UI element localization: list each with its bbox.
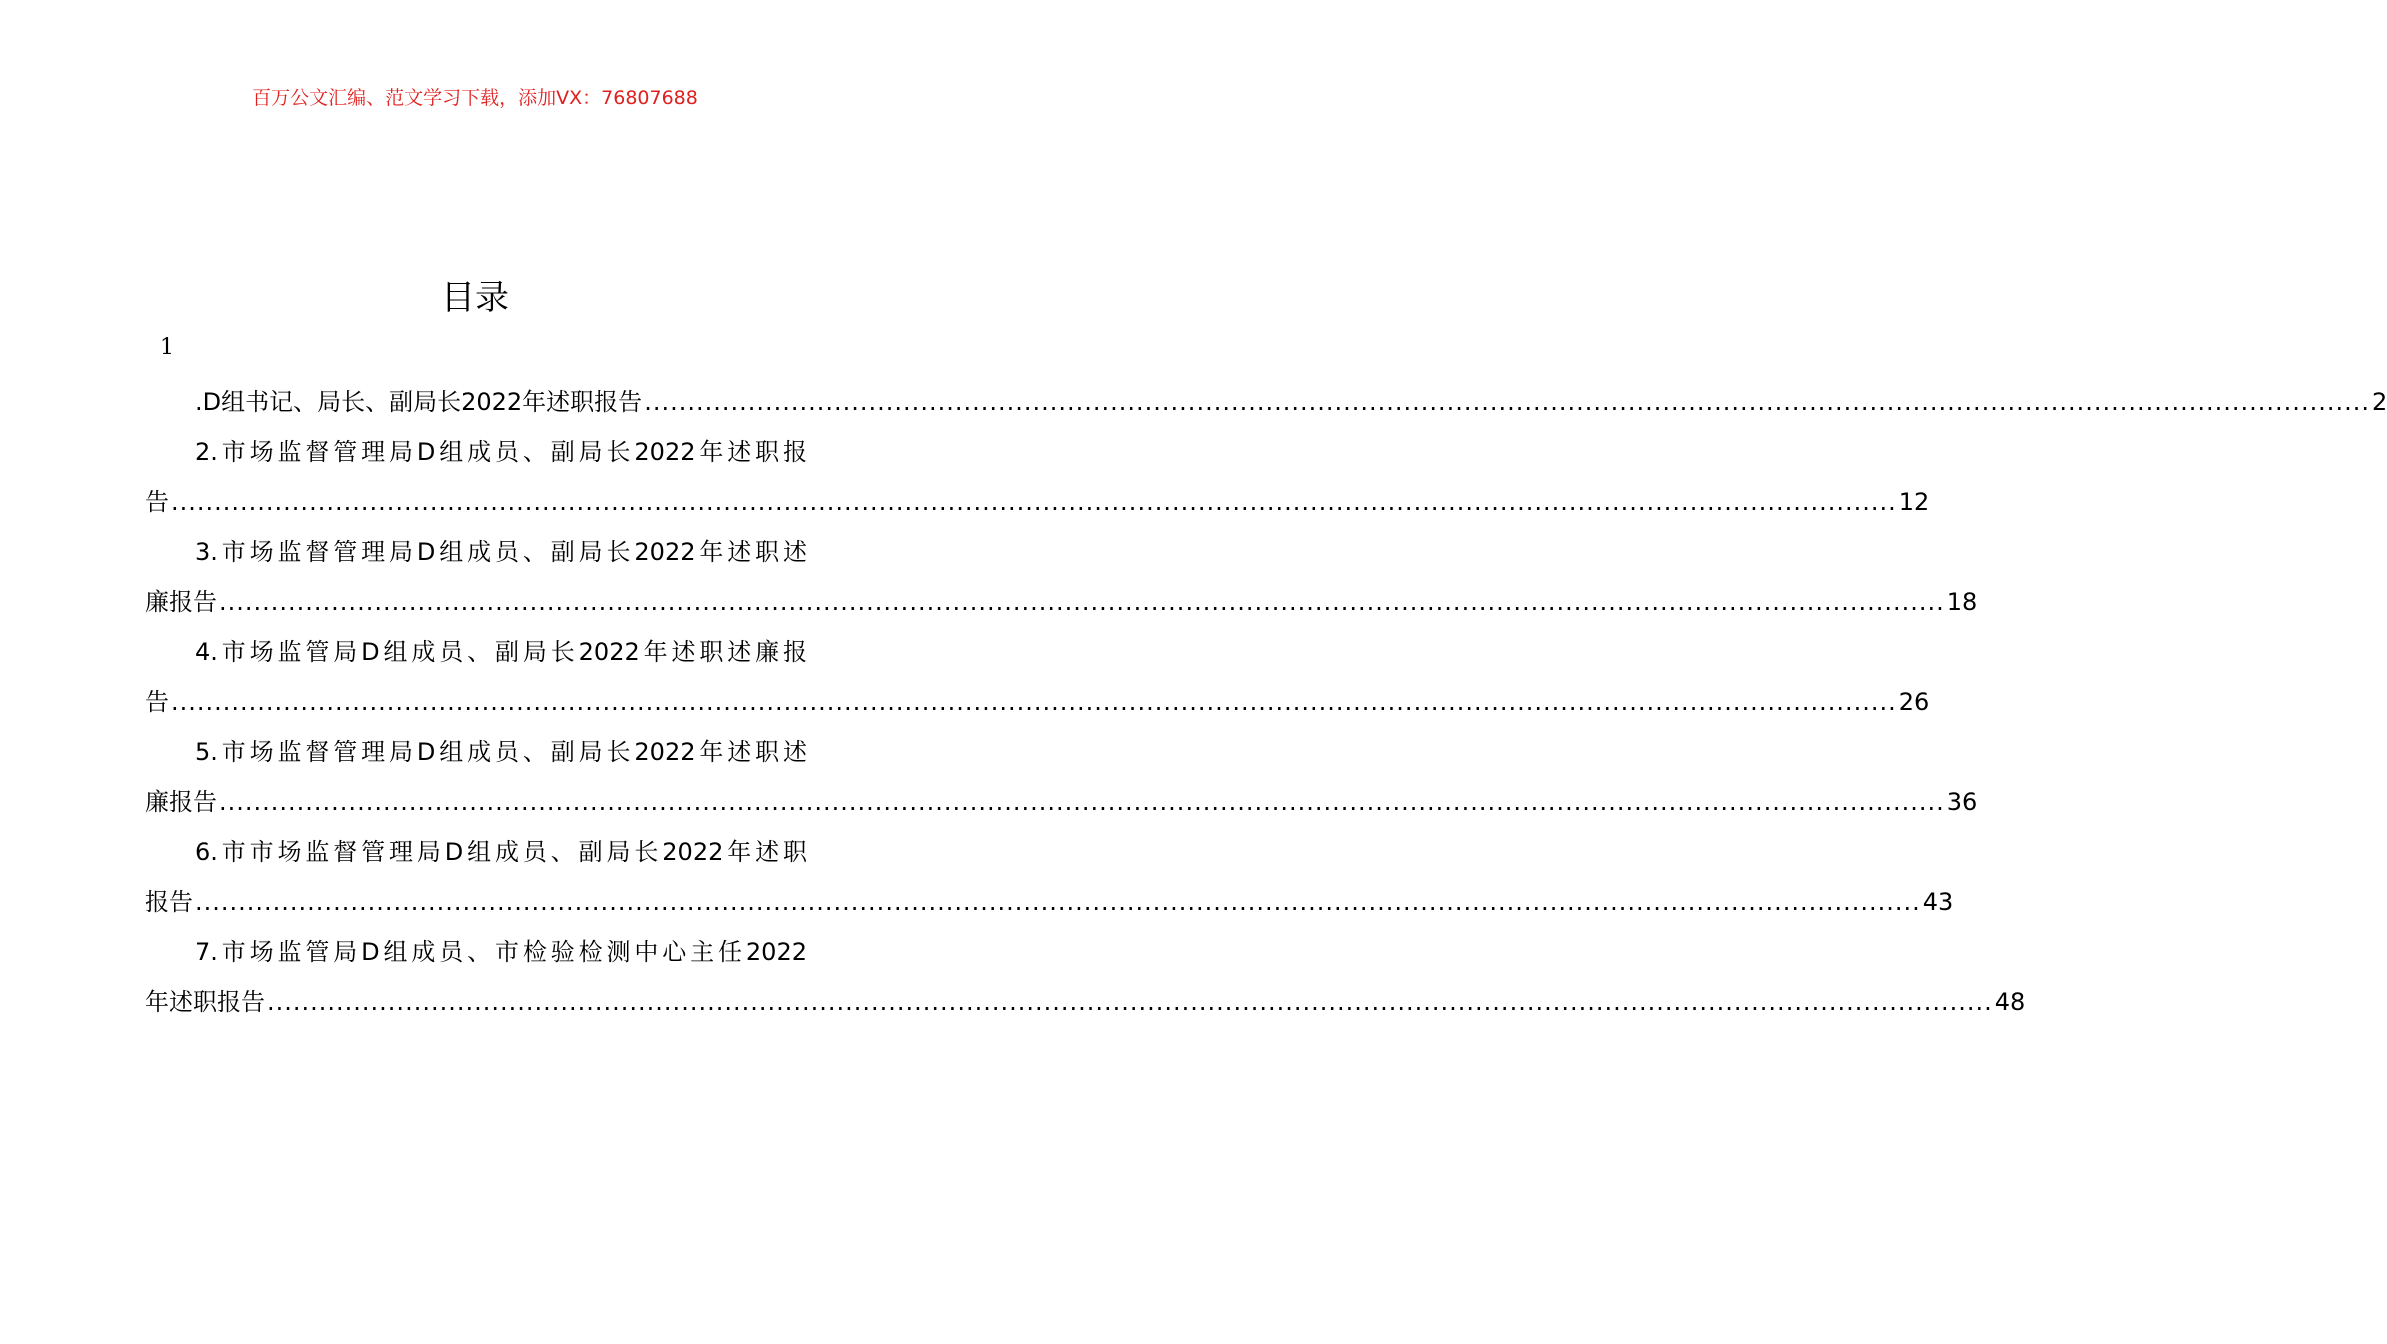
toc-dot-leader: ........................................................................................................................................................................................................ bbox=[267, 988, 1993, 1016]
toc-page-number: 12 bbox=[1898, 488, 1930, 516]
toc-dot-leader: ........................................................................................................................................................................................................ bbox=[644, 388, 2370, 416]
toc-entry-title-line: 2.市场监督管理局D组成员、副局长2022年述职报 bbox=[195, 438, 807, 466]
toc-entry-title-tail: 年述职报告 bbox=[145, 988, 265, 1016]
toc-entry-title-line: 3.市场监督管理局D组成员、副局长2022年述职述 bbox=[195, 538, 807, 566]
toc-entry[interactable] bbox=[145, 927, 2026, 1027]
toc-dot-leader: ........................................................................................................................................................................................................ bbox=[195, 888, 1921, 916]
toc-page-number: 26 bbox=[1898, 688, 1930, 716]
toc-entry-title-line: 7.市场监管局D组成员、市检验检测中心主任2022 bbox=[195, 938, 807, 966]
toc-entry[interactable] bbox=[145, 827, 1954, 927]
toc-entry-title-tail: 廉报告 bbox=[145, 788, 217, 816]
toc-entry-title-line: 6.市市场监督管理局D组成员、副局长2022年述职 bbox=[195, 838, 807, 866]
toc-entry[interactable] bbox=[145, 727, 1978, 827]
toc-entry[interactable] bbox=[145, 627, 1930, 727]
toc-page-number: 43 bbox=[1922, 888, 1954, 916]
toc-entry-title-tail: 报告 bbox=[145, 888, 193, 916]
page-number: 1 bbox=[160, 335, 174, 360]
toc-entry-title-tail: 告 bbox=[145, 688, 169, 716]
toc-page-number: 2 bbox=[2371, 388, 2387, 416]
toc-entry-title-tail: .D组书记、局长、副局长2022年述职报告 bbox=[195, 388, 643, 416]
toc-page-number: 36 bbox=[1946, 788, 1978, 816]
toc-entry[interactable] bbox=[145, 427, 1930, 527]
toc-entry-title-line: 4.市场监管局D组成员、副局长2022年述职述廉报 bbox=[195, 638, 807, 666]
toc-dot-leader: ........................................................................................................................................................................................................ bbox=[171, 688, 1897, 716]
toc-entry-title-tail: 告 bbox=[145, 488, 169, 516]
toc-entry[interactable] bbox=[145, 377, 2387, 427]
toc-entry[interactable] bbox=[145, 527, 1978, 627]
toc-dot-leader: ........................................................................................................................................................................................................ bbox=[219, 788, 1945, 816]
toc-entry-title-line: 5.市场监督管理局D组成员、副局长2022年述职述 bbox=[195, 738, 807, 766]
toc-page-number: 18 bbox=[1946, 588, 1978, 616]
toc-dot-leader: ........................................................................................................................................................................................................ bbox=[219, 588, 1945, 616]
watermark-header: 百万公文汇编、范文学习下载，添加VX：76807688 bbox=[252, 87, 698, 109]
table-of-contents bbox=[145, 377, 2387, 1027]
toc-dot-leader: ........................................................................................................................................................................................................ bbox=[171, 488, 1897, 516]
toc-page-number: 48 bbox=[1994, 988, 2026, 1016]
page-title: 目录 bbox=[441, 278, 509, 318]
toc-entry-title-tail: 廉报告 bbox=[145, 588, 217, 616]
